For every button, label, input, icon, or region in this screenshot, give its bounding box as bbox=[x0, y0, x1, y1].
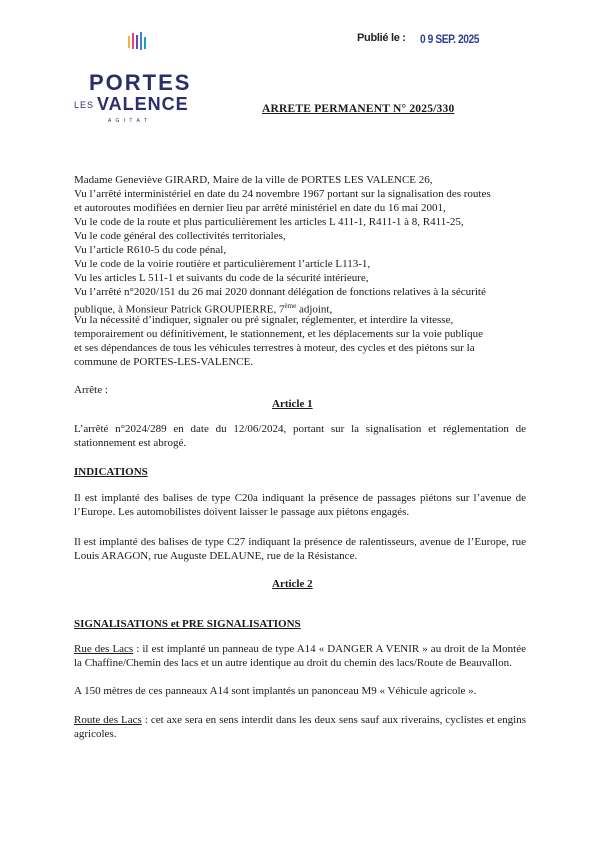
decree-title: ARRETE PERMANENT N° 2025/330 bbox=[262, 103, 455, 115]
route-des-lacs-paragraph bbox=[74, 714, 526, 742]
route-des-lacs-label: Route des Lacs bbox=[74, 714, 142, 726]
logo-tagline-text: A G I T A T bbox=[108, 118, 149, 124]
preamble-line: Vu le code de la voirie routière et particulièrement l’article L113-1, bbox=[74, 258, 371, 270]
preamble-line: Madame Geneviève GIRARD, Maire de la ville de PORTES LES VALENCE 26, bbox=[74, 174, 433, 186]
article-1-heading: Article 1 bbox=[272, 398, 313, 410]
logo-les-text: LES bbox=[74, 100, 95, 110]
preamble-line: commune de PORTES-LES-VALENCE. bbox=[74, 356, 254, 368]
preamble-line: Vu l’arrêté interministériel en date du 24 novembre 1967 portant sur la signalisation des routes bbox=[74, 188, 491, 200]
panonceau-line: A 150 mètres de ces panneaux A14 sont implantés un panonceau M9 « Véhicule agricole ». bbox=[74, 685, 477, 697]
preamble-line: Vu l’arrêté n°2020/151 du 26 mai 2020 donnant délégation de fonctions relatives à la sécurité bbox=[74, 286, 486, 298]
preamble-line: Vu la nécessité d’indiquer, signaler ou pré signaler, réglementer, et interdire la vitesse, bbox=[74, 314, 454, 326]
rue-des-lacs-text: : il est implanté un panneau de type A14 « DANGER A VENIR » au droit de la Montée la Chaffine/Chemin des lacs et un autre identique au droit du chemin des lacs/Route de Beauvallon. bbox=[74, 643, 527, 669]
route-des-lacs-text: : cet axe sera en sens interdit dans les deux sens sauf aux riverains, cyclistes et engins agricoles. bbox=[74, 714, 527, 740]
ordinal-suffix: ème bbox=[284, 302, 297, 310]
preamble-line: Vu l’article R610-5 du code pénal, bbox=[74, 244, 227, 256]
indications-paragraph-1: Il est implanté des balises de type C20a indiquant la présence de passages piétons sur l’avenue de l’Europe. Les automobilistes doivent laisser le passage aux piétons engagés. bbox=[74, 492, 526, 518]
portes-les-valence-logo bbox=[70, 30, 200, 130]
logo-portes-text: PORTES bbox=[89, 70, 192, 95]
arrete-label: Arrête : bbox=[74, 384, 108, 396]
preamble-line: Vu le code de la route et plus particulièrement les articles L 411-1, R411-1 à 8, R411-25, bbox=[74, 216, 464, 228]
logo-valence-text: VALENCE bbox=[97, 94, 189, 114]
preamble-line: temporairement ou définitivement, le stationnement, et les déplacements sur la voie publique bbox=[74, 328, 484, 340]
published-date-stamp: 0 9 SEP. 2025 bbox=[420, 32, 479, 46]
published-label: Publié le : bbox=[357, 32, 406, 44]
preamble-line: et autoroutes modifiées en dernier lieu par arrêté ministériel en date du 16 mai 2001, bbox=[74, 202, 446, 214]
rue-des-lacs-paragraph bbox=[74, 643, 526, 671]
rue-des-lacs-label: Rue des Lacs bbox=[74, 643, 134, 655]
logo-bars-icon bbox=[128, 32, 146, 50]
signalisations-heading: SIGNALISATIONS et PRE SIGNALISATIONS bbox=[74, 618, 301, 630]
preamble-line: et ses dépendances de tous les véhicules terrestres à moteur, des cycles et des piétons sur la bbox=[74, 342, 475, 354]
article-2-heading: Article 2 bbox=[272, 578, 313, 590]
indications-paragraph-2: Il est implanté des balises de type C27 indiquant la présence de ralentisseurs, avenue de l’Europe, rue Louis ARAGON, rue Auguste DELAUNE, rue de la Résistance. bbox=[74, 536, 526, 562]
indications-heading: INDICATIONS bbox=[74, 466, 148, 478]
preamble-text: adjoint, bbox=[296, 303, 333, 316]
preamble-text: publique, à Monsieur Patrick GROUPIERRE, 7 bbox=[74, 303, 285, 316]
preamble-line: Vu le code général des collectivités territoriales, bbox=[74, 230, 286, 242]
article-1-text: L’arrêté n°2024/289 en date du 12/06/2024, portant sur la signalisation et réglementation de stationnement est abrogé. bbox=[74, 423, 526, 449]
preamble-line: Vu les articles L 511-1 et suivants du code de la sécurité intérieure, bbox=[74, 272, 369, 284]
